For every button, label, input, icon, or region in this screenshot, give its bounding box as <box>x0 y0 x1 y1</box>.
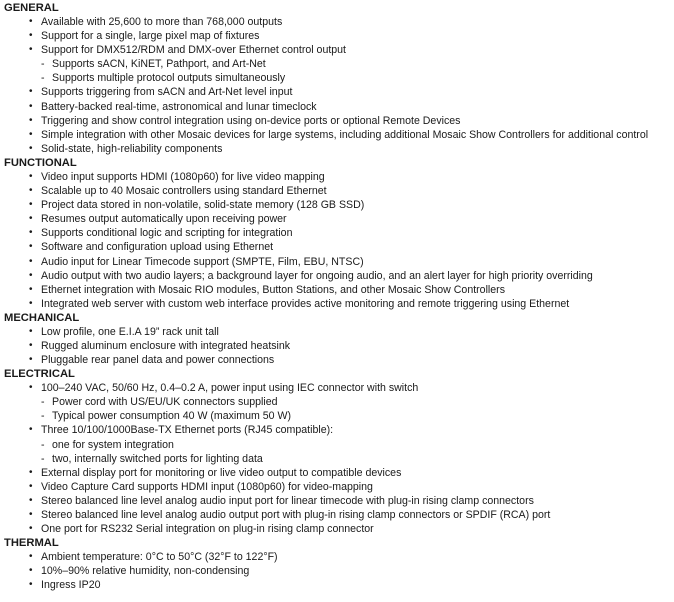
spec-subitem <box>4 57 674 71</box>
spec-section <box>4 367 674 536</box>
spec-item <box>4 128 674 142</box>
spec-item-text: Resumes output automatically upon receiving power <box>41 213 287 226</box>
spec-item <box>4 226 674 240</box>
spec-list <box>4 550 674 592</box>
bullet-icon: • <box>29 283 33 295</box>
spec-subitem-text: one for system integration <box>52 438 174 451</box>
spec-subitem <box>4 452 674 466</box>
bullet-icon: • <box>29 199 33 211</box>
bullet-icon: • <box>29 114 33 126</box>
spec-item <box>4 480 674 494</box>
spec-item-text: Simple integration with other Mosaic devices for large systems, including additional Mosaic Show Controllers for additional control <box>41 128 649 141</box>
bullet-icon: • <box>29 509 33 520</box>
spec-item <box>4 269 674 283</box>
spec-item-text: Solid-state, high-reliability components <box>41 142 223 155</box>
spec-subitem <box>4 409 674 423</box>
spec-list <box>4 381 674 536</box>
section-heading: THERMAL <box>4 537 59 550</box>
spec-section <box>4 156 674 311</box>
spec-item-text: Audio input for Linear Timecode support (SMPTE, Film, EBU, NTSC) <box>41 255 364 268</box>
dash-icon: - <box>41 72 45 85</box>
spec-item-text: Support for a single, large pixel map of fixtures <box>41 30 260 43</box>
bullet-icon: • <box>29 227 33 239</box>
spec-item <box>4 142 674 156</box>
spec-subitem-text: Supports multiple protocol outputs simultaneously <box>52 72 286 85</box>
spec-subitem <box>4 71 674 85</box>
spec-item-text: 10%–90% relative humidity, non-condensing <box>41 565 250 578</box>
bullet-icon: • <box>29 565 33 577</box>
bullet-icon: • <box>29 86 33 98</box>
spec-item-text: Video Capture Card supports HDMI input (1080p60) for video-mapping <box>41 480 373 493</box>
spec-item <box>4 353 674 367</box>
spec-item-text: Integrated web server with custom web interface provides active monitoring and remote triggering using Ethernet <box>41 297 570 310</box>
spec-item <box>4 15 674 29</box>
bullet-icon: • <box>29 185 33 197</box>
spec-item <box>4 339 674 353</box>
spec-item-text: Ambient temperature: 0°C to 50°C (32°F to 122°F) <box>41 551 278 564</box>
spec-item-text: Stereo balanced line level analog audio output port with plug-in rising clamp connectors or SPDIF (RCA) port <box>41 509 551 521</box>
spec-item <box>4 43 674 57</box>
spec-item-text: Ethernet integration with Mosaic RIO modules, Button Stations, and other Mosaic Show Controllers <box>41 283 505 296</box>
spec-subitem-text: Power cord with US/EU/UK connectors supplied <box>52 396 278 409</box>
spec-item-text: Supports conditional logic and scripting for integration <box>41 227 293 240</box>
bullet-icon: • <box>29 100 33 112</box>
spec-list <box>4 325 674 367</box>
spec-subitem-text: Typical power consumption 40 W (maximum 50 W) <box>52 410 292 423</box>
bullet-icon: • <box>29 16 33 27</box>
spec-list <box>4 170 674 311</box>
bullet-icon: • <box>29 142 33 154</box>
bullet-icon: • <box>29 523 33 535</box>
spec-item <box>4 255 674 269</box>
spec-item <box>4 240 674 254</box>
spec-item <box>4 508 674 522</box>
bullet-icon: • <box>29 297 33 309</box>
spec-item-text: Software and configuration upload using Ethernet <box>41 241 274 254</box>
spec-item-text: Supports triggering from sACN and Art-Net level input <box>41 86 293 99</box>
spec-item <box>4 198 674 212</box>
spec-item <box>4 212 674 226</box>
section-heading: FUNCTIONAL <box>4 156 77 169</box>
spec-item <box>4 170 674 184</box>
spec-item <box>4 29 674 43</box>
dash-icon: - <box>41 58 45 71</box>
dash-icon: - <box>41 438 45 451</box>
spec-subitem <box>4 438 674 452</box>
spec-subitem-text: two, internally switched ports for lighting data <box>52 452 263 465</box>
spec-item <box>4 184 674 198</box>
spec-item-text: Ingress IP20 <box>41 579 101 592</box>
spec-item-text: Scalable up to 40 Mosaic controllers using standard Ethernet <box>41 185 327 198</box>
spec-item-text: Support for DMX512/RDM and DMX-over Ethernet control output <box>41 44 347 57</box>
spec-item-text: Triggering and show control integration using on-device ports or optional Remote Devices <box>41 114 461 127</box>
bullet-icon: • <box>29 579 33 591</box>
bullet-icon: • <box>29 354 33 366</box>
bullet-icon: • <box>29 128 33 140</box>
spec-item-text: Project data stored in non-volatile, solid-state memory (128 GB SSD) <box>41 199 365 212</box>
spec-item-text: Rugged aluminum enclosure with integrated heatsink <box>41 339 291 352</box>
dash-icon: - <box>41 396 45 409</box>
bullet-icon: • <box>29 269 33 281</box>
spec-item <box>4 522 674 536</box>
bullet-icon: • <box>29 480 33 492</box>
spec-item-text: Low profile, one E.I.A 19” rack unit tall <box>41 325 219 338</box>
spec-item <box>4 466 674 480</box>
bullet-icon: • <box>29 494 33 506</box>
spec-item <box>4 283 674 297</box>
spec-item <box>4 578 674 592</box>
spec-item-text: Three 10/100/1000Base-TX Ethernet ports (RJ45 compatible): <box>41 424 334 437</box>
spec-item-text: External display port for monitoring or live video output to compatible devices <box>41 466 402 479</box>
spec-item-text: Pluggable rear panel data and power connections <box>41 354 275 367</box>
spec-item <box>4 423 674 437</box>
spec-list <box>4 15 674 156</box>
spec-item <box>4 297 674 311</box>
dash-icon: - <box>41 410 45 423</box>
bullet-icon: • <box>29 339 33 351</box>
bullet-icon: • <box>29 325 33 337</box>
spec-item <box>4 381 674 395</box>
spec-item-text: Stereo balanced line level analog audio input port for linear timecode with plug-in rising clamp connectors <box>41 494 534 507</box>
spec-section <box>4 1 674 156</box>
spec-item <box>4 550 674 564</box>
bullet-icon: • <box>29 424 33 436</box>
section-heading: ELECTRICAL <box>4 368 75 381</box>
spec-item-text: 100–240 VAC, 50/60 Hz, 0.4–0.2 A, power input using IEC connector with switch <box>41 382 419 395</box>
bullet-icon: • <box>29 213 33 225</box>
spec-item <box>4 494 674 508</box>
spec-section <box>4 536 674 592</box>
section-heading: MECHANICAL <box>4 311 80 324</box>
bullet-icon: • <box>29 30 33 42</box>
spec-item <box>4 114 674 128</box>
spec-item-text: Audio output with two audio layers; a background layer for ongoing audio, and an alert layer for high priority overriding <box>41 269 593 282</box>
bullet-icon: • <box>29 170 33 182</box>
bullet-icon: • <box>29 466 33 478</box>
bullet-icon: • <box>29 241 33 253</box>
spec-item <box>4 564 674 578</box>
bullet-icon: • <box>29 255 33 267</box>
spec-subitem <box>4 395 674 409</box>
spec-item-text: Video input supports HDMI (1080p60) for live video mapping <box>41 170 325 183</box>
bullet-icon: • <box>29 44 33 56</box>
spec-item <box>4 85 674 99</box>
spec-item <box>4 325 674 339</box>
spec-item-text: One port for RS232 Serial integration on plug-in rising clamp connector <box>41 523 374 536</box>
spec-item-text: Battery-backed real-time, astronomical and lunar timeclock <box>41 100 317 113</box>
spec-item <box>4 100 674 114</box>
dash-icon: - <box>41 452 45 465</box>
spec-subitem-text: Supports sACN, KiNET, Pathport, and Art-Net <box>52 58 266 71</box>
bullet-icon: • <box>29 551 33 563</box>
spec-section <box>4 311 674 367</box>
section-heading: GENERAL <box>4 2 59 14</box>
bullet-icon: • <box>29 382 33 394</box>
spec-item-text: Available with 25,600 to more than 768,000 outputs <box>41 16 283 28</box>
